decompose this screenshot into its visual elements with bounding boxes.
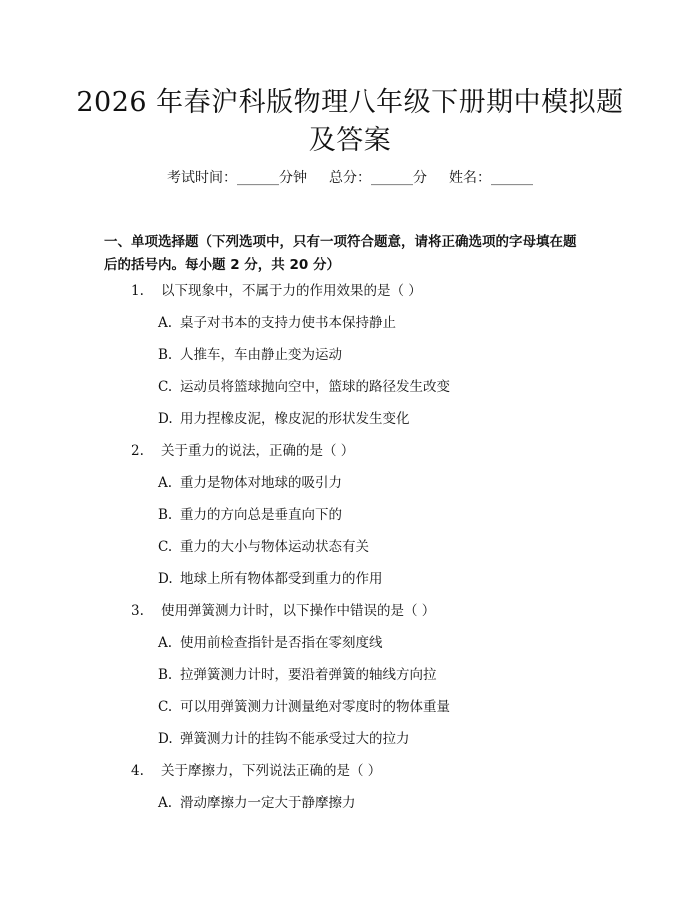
question-text: 关于重力的说法，正确的是（ ） <box>161 443 355 459</box>
section-heading <box>104 231 604 277</box>
option-letter: D. <box>158 571 173 587</box>
option-text: 用力捏橡皮泥，橡皮泥的形状发生变化 <box>180 411 410 427</box>
exam-info-row <box>0 167 700 187</box>
option-item <box>158 697 450 717</box>
option-text: 可以用弹簧测力计测量绝对零度时的物体重量 <box>180 699 450 715</box>
question-text: 以下现象中，不属于力的作用效果的是（ ） <box>161 283 422 299</box>
option-letter: A. <box>158 635 173 651</box>
section-heading-line-2: 后的括号内。每小题 2 分，共 20 分） <box>104 257 340 273</box>
option-text: 重力是物体对地球的吸引力 <box>180 475 342 491</box>
option-text: 地球上所有物体都受到重力的作用 <box>180 571 383 587</box>
option-item <box>158 409 410 429</box>
exam-time-field: 考试时间：______分钟 <box>167 170 307 186</box>
option-text: 运动员将篮球抛向空中，篮球的路径发生改变 <box>180 379 450 395</box>
option-letter: A. <box>158 475 173 491</box>
page-title <box>60 84 640 160</box>
option-text: 使用前检查指针是否指在零刻度线 <box>180 635 383 651</box>
name-field: 姓名：______ <box>449 170 533 186</box>
option-letter: D. <box>158 411 173 427</box>
question-text: 关于摩擦力，下列说法正确的是（ ） <box>161 763 382 779</box>
option-item <box>158 313 396 333</box>
option-text: 重力的大小与物体运动状态有关 <box>180 539 369 555</box>
option-letter: D. <box>158 731 173 747</box>
option-item <box>158 505 342 525</box>
question-item <box>131 601 435 621</box>
question-item <box>131 761 381 781</box>
option-item <box>158 729 410 749</box>
option-text: 拉弹簧测力计时，要沿着弹簧的轴线方向拉 <box>180 667 437 683</box>
option-letter: B. <box>158 507 173 523</box>
question-number: 3. <box>131 603 144 619</box>
option-item <box>158 665 437 685</box>
option-letter: C. <box>158 699 173 715</box>
option-letter: A. <box>158 795 173 811</box>
question-number: 2. <box>131 443 144 459</box>
option-item <box>158 473 342 493</box>
option-letter: C. <box>158 379 173 395</box>
option-letter: A. <box>158 315 173 331</box>
total-score-field: 总分：______分 <box>329 170 427 186</box>
option-text: 弹簧测力计的挂钩不能承受过大的拉力 <box>180 731 410 747</box>
section-heading-line-1: 一、单项选择题（下列选项中，只有一项符合题意，请将正确选项的字母填在题 <box>104 234 577 250</box>
question-number: 4. <box>131 763 144 779</box>
title-line-1: 2026 年春沪科版物理八年级下册期中模拟题 <box>76 87 624 118</box>
question-item <box>131 281 422 301</box>
option-text: 重力的方向总是垂直向下的 <box>180 507 342 523</box>
option-item <box>158 793 356 813</box>
option-item <box>158 537 369 557</box>
option-letter: B. <box>158 347 173 363</box>
question-item <box>131 441 354 461</box>
option-text: 滑动摩擦力一定大于静摩擦力 <box>180 795 356 811</box>
option-text: 桌子对书本的支持力使书本保持静止 <box>180 315 396 331</box>
option-item <box>158 633 383 653</box>
question-number: 1. <box>131 283 144 299</box>
question-text: 使用弹簧测力计时，以下操作中错误的是（ ） <box>161 603 436 619</box>
option-letter: C. <box>158 539 173 555</box>
title-line-2: 及答案 <box>308 125 392 156</box>
option-item <box>158 345 342 365</box>
option-item <box>158 377 450 397</box>
option-item <box>158 569 383 589</box>
option-text: 人推车，车由静止变为运动 <box>180 347 342 363</box>
option-letter: B. <box>158 667 173 683</box>
